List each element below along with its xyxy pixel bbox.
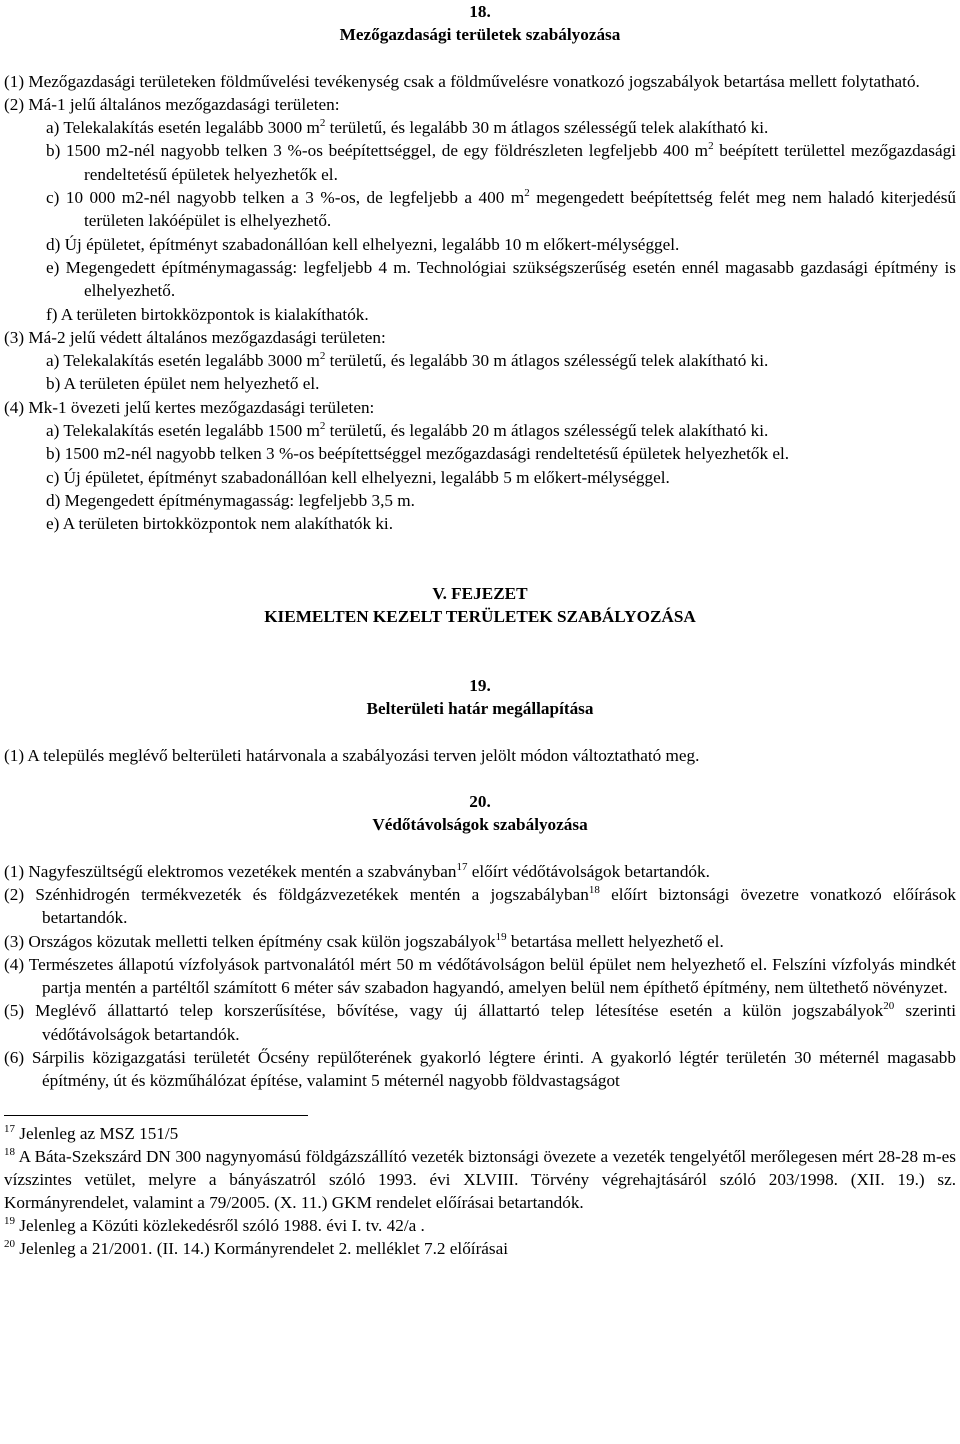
item-18-2-e: e) Megengedett építménymagasság: legfeljebb 4 m. Technológiai szükségszerűség esetén ennél magasabb gazdasági építmény is elhelyezhető. (46, 257, 956, 301)
item-18-4-e: e) A területen birtokközpontok nem alakíthatók ki. (46, 514, 394, 534)
section-19-title: Belterületi határ megállapítása (366, 699, 594, 719)
section-20-number: 20. (469, 792, 491, 812)
paragraph-18-1: (1) Mezőgazdasági területeken földművelési tevékenység csak a földművelésre vonatkozó jogszabályok betartása mellett folytatható. (4, 71, 920, 91)
footnote-17: $^{17}$ Jelenleg az MSZ 151/5 (4, 1122, 179, 1143)
item-18-4-c: c) Új épületet, építményt szabadonállóan kell elhelyezni, legalább 5 m előkert-mélységgel. (46, 467, 670, 487)
item-18-2-b: b) 1500 m2-nél nagyobb telken 3 %-os beépítettséggel, de egy földrészleten legfeljebb 400 $m^2$ beépített területtel mezőgazdasági rendeltetésű épületek helyezhetők el. (46, 140, 956, 184)
item-18-3-a: a) Telekalakítás esetén legalább 3000 $m^2$ területű, és legalább 30 m átlagos szélességű telek alakítható ki. (46, 350, 769, 371)
paragraph-20-6: (6) Sárpilis közigazgatási területét Őcsény repülőterének gyakorló légtere érinti. A gyakorló légtér területén 30 méternél magasabb építmény, út és közműhálózat építése, valamint 5 méternél nagyobb földvastagságot (4, 1047, 956, 1091)
footnote-18: $^{18}$ A Báta-Szekszárd DN 300 nagynyomású földgázszállító vezeték biztonsági övezete a vezeték tengelyétől merőlegesen mért 28-28 m-es vízszintes vetület, melyre a bányászatról szóló 1993. évi XLVIII. Törvény végrehajtásáról szóló 203/1998. (XII. 19.) sz. Kormányrendelet, valamint a 79/2005. (X. 11.) GKM rendelet előírásai betartandók. (4, 1145, 956, 1212)
item-18-4-a: a) Telekalakítás esetén legalább 1500 $m^2$ területű, és legalább 20 m átlagos szélességű telek alakítható ki. (46, 420, 769, 441)
section-18-title: Mezőgazdasági területek szabályozása (339, 25, 621, 45)
footnote-divider (4, 1115, 308, 1116)
chapter-number: V. FEJEZET (432, 583, 528, 603)
paragraph-20-1: (1) Nagyfeszültségű elektromos vezetékek mentén a szabványban$^{17}$ előírt védőtávolságok betartandók. (4, 860, 710, 881)
item-18-2-d: d) Új épületet, építményt szabadonállóan kell elhelyezni, legalább 10 m előkert-mélységgel. (46, 234, 680, 254)
paragraph-20-2: (2) Szénhidrogén termékvezeték és földgázvezetékek mentén a jogszabályban$^{18}$ előírt biztonsági övezetre vonatkozó előírások betartandók. (4, 883, 956, 928)
footnote-20: $^{20}$ Jelenleg a 21/2001. (II. 14.) Kormányrendelet 2. melléklet 7.2 előírásai (4, 1237, 509, 1258)
chapter-title: KIEMELTEN KEZELT TERÜLETEK SZABÁLYOZÁSA (264, 606, 696, 626)
paragraph-20-4: (4) Természetes állapotú vízfolyások partvonalától mért 50 m védőtávolságon belül épület nem helyezhető el. Felszíni vízfolyás mindkét partja mentén a partéltől számított 6 méter sáv szabadon hagyandó, amelyen belül nem építhető építmény, nem ültethető növényzet. (4, 954, 956, 998)
paragraph-19-1: (1) A település meglévő belterületi határvonala a szabályozási terven jelölt módon változtatható meg. (4, 745, 700, 765)
item-18-4-b: b) 1500 m2-nél nagyobb telken 3 %-os beépítettséggel mezőgazdasági rendeltetésű épületek helyezhetők el. (46, 444, 790, 464)
paragraph-18-2-heading: (2) Má-1 jelű általános mezőgazdasági területen: (4, 94, 340, 114)
footnote-19: $^{19}$ Jelenleg a Közúti közlekedésről szóló 1988. évi I. tv. 42/a . (4, 1214, 425, 1235)
document-page (4, 0, 956, 1260)
paragraph-18-3-heading: (3) Má-2 jelű védett általános mezőgazdasági területen: (4, 327, 386, 347)
section-18-number: 18. (469, 2, 491, 21)
item-18-2-a: a) Telekalakítás esetén legalább 3000 $m^2$ területű, és legalább 30 m átlagos szélességű telek alakítható ki. (46, 117, 769, 138)
item-18-3-b: b) A területen épület nem helyezhető el. (46, 374, 320, 394)
item-18-2-c: c) 10 000 m2-nél nagyobb telken a 3 %-os, de legfeljebb a 400 $m^2$ megengedett beépítettség felét meg nem haladó kiterjedésű területen lakóépület is elhelyezhető. (46, 187, 956, 231)
paragraph-20-5: (5) Meglévő állattartó telep korszerűsítése, bővítése, vagy új állattartó telep létesítése esetén a külön jogszabályok$^{20}$ szerinti védőtávolságok betartandók. (4, 1000, 956, 1044)
paragraph-18-4-heading: (4) Mk-1 övezeti jelű kertes mezőgazdasági területen: (4, 397, 375, 417)
item-18-2-f: f) A területen birtokközpontok is kialakíthatók. (46, 304, 369, 324)
paragraph-20-3: (3) Országos közutak melletti telken építmény csak külön jogszabályok$^{19}$ betartása mellett helyezhető el. (4, 930, 724, 951)
section-19-number: 19. (469, 676, 491, 696)
item-18-4-d: d) Megengedett építménymagasság: legfeljebb 3,5 m. (46, 490, 415, 510)
section-20-title: Védőtávolságok szabályozása (372, 815, 588, 835)
